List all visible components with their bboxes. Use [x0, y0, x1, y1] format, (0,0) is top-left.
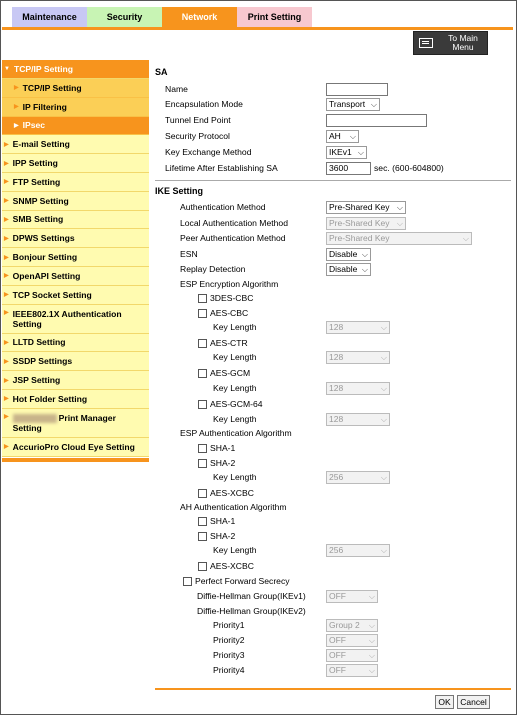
- esp-sha2-row: [155, 457, 511, 471]
- triangle-right-icon: ▶: [14, 122, 19, 129]
- ah-aesxcbc-checkbox[interactable]: [198, 562, 207, 571]
- sidebar-item-smb[interactable]: ▶ SMB Setting: [2, 211, 149, 230]
- to-main-menu-line2: Menu: [452, 42, 474, 52]
- ah-sha2-keylen-select[interactable]: 256 ⌵: [326, 544, 390, 557]
- lifetime-row: [155, 162, 511, 176]
- priority2-row: [155, 634, 511, 648]
- triangle-right-icon: ▶: [4, 292, 9, 299]
- cancel-button[interactable]: Cancel: [457, 695, 490, 709]
- enc-aescbc-row: [155, 307, 511, 321]
- ah-sha2-label: SHA-2: [210, 531, 236, 541]
- tab-underline: [2, 27, 513, 30]
- ah-sha2-keylen-row: [155, 544, 511, 558]
- chevron-down-icon: ⌵: [368, 651, 375, 660]
- key-length-label: Key Length: [213, 545, 257, 555]
- sidebar-item-ipp[interactable]: ▶ IPP Setting: [2, 154, 149, 173]
- chevron-down-icon: ⌵: [380, 546, 387, 555]
- lifetime-input[interactable]: 3600: [326, 162, 371, 175]
- aesctr-keylen-select[interactable]: 128 ⌵: [326, 351, 390, 364]
- triangle-right-icon: ▶: [4, 413, 9, 420]
- triangle-right-icon: ▶: [4, 141, 9, 148]
- chevron-down-icon: ⌵: [380, 473, 387, 482]
- esp-sha2-checkbox[interactable]: [198, 459, 207, 468]
- lifetime-hint: sec. (600-604800): [374, 163, 444, 173]
- chevron-down-icon: ⌵: [349, 132, 356, 141]
- tab-maintenance[interactable]: Maintenance: [12, 7, 87, 27]
- pfs-checkbox[interactable]: [183, 577, 192, 586]
- key-length-label: Key Length: [213, 322, 257, 332]
- triangle-right-icon: ▶: [4, 444, 9, 451]
- peer-auth-select[interactable]: Pre-Shared Key ⌵: [326, 232, 472, 245]
- esp-sha1-label: SHA-1: [210, 443, 236, 453]
- pfs-label: Perfect Forward Secrecy: [195, 576, 290, 586]
- tunnel-label: Tunnel End Point: [165, 115, 231, 125]
- enc-aesctr-row: [155, 337, 511, 351]
- enc-3des-row: [155, 292, 511, 306]
- tunnel-row: [155, 114, 511, 128]
- sidebar-sub-tcpip-setting[interactable]: ▶ TCP/IP Setting: [2, 79, 149, 98]
- priority3-row: [155, 649, 511, 663]
- priority2-label: Priority2: [213, 635, 245, 645]
- content-bottom-bar: [155, 688, 511, 690]
- menu-icon: [419, 38, 433, 48]
- aesgcm64-keylen-row: [155, 413, 511, 427]
- triangle-right-icon: ▶: [4, 377, 9, 384]
- tab-network[interactable]: Network: [162, 7, 237, 27]
- sidebar-item-jsp[interactable]: ▶ JSP Setting: [2, 371, 149, 390]
- sidebar-item-ssdp[interactable]: ▶ SSDP Settings: [2, 352, 149, 371]
- triangle-right-icon: ▶: [4, 358, 9, 365]
- key-length-label: Key Length: [213, 383, 257, 393]
- esp-aesxcbc-label: AES-XCBC: [210, 488, 254, 498]
- sidebar-item-ftp[interactable]: ▶ FTP Setting: [2, 173, 149, 192]
- chevron-down-icon: ⌵: [357, 148, 364, 157]
- enc-aescbc-label: AES-CBC: [210, 308, 249, 318]
- enc-aesgcm-row: [155, 367, 511, 381]
- sa-name-input[interactable]: [326, 83, 388, 96]
- sidebar-bottom-bar: [2, 458, 149, 462]
- sidebar-sub-ipsec[interactable]: ▶ IPsec: [2, 117, 149, 136]
- chevron-down-icon: ⌵: [368, 666, 375, 675]
- triangle-right-icon: ▶: [4, 309, 9, 316]
- esp-sha2-keylen-select[interactable]: 256 ⌵: [326, 471, 390, 484]
- enc-3des-checkbox[interactable]: [198, 294, 207, 303]
- peer-auth-label: Peer Authentication Method: [180, 233, 286, 243]
- esp-sha2-keylen-row: [155, 471, 511, 485]
- kex-select[interactable]: IKEv1 ⌵: [326, 146, 367, 159]
- sa-name-label: Name: [165, 84, 188, 94]
- sidebar-item-hot-folder[interactable]: ▶ Hot Folder Setting: [2, 390, 149, 409]
- ah-sha1-checkbox[interactable]: [198, 517, 207, 526]
- aescbc-keylen-row: [155, 321, 511, 335]
- esp-sha2-label: SHA-2: [210, 458, 236, 468]
- peer-auth-row: [155, 232, 511, 246]
- redacted-product-name: [13, 414, 57, 423]
- auth-method-row: [155, 201, 511, 215]
- triangle-down-icon: ▼: [4, 66, 10, 72]
- replay-label: Replay Detection: [180, 264, 246, 274]
- kex-row: [155, 146, 511, 160]
- pfs-row: [155, 575, 511, 589]
- protocol-row: [155, 130, 511, 144]
- tab-print-setting[interactable]: Print Setting: [237, 7, 312, 27]
- esn-select[interactable]: Disable ⌵: [326, 248, 371, 261]
- enc-aesgcm64-label: AES-GCM-64: [210, 399, 263, 409]
- dh1-row: [155, 590, 511, 604]
- key-length-label: Key Length: [213, 472, 257, 482]
- tunnel-input[interactable]: [326, 114, 427, 127]
- chevron-down-icon: ⌵: [368, 621, 375, 630]
- kex-label: Key Exchange Method: [165, 147, 252, 157]
- priority3-label: Priority3: [213, 650, 245, 660]
- ah-aesxcbc-row: [155, 560, 511, 574]
- enc-aesctr-label: AES-CTR: [210, 338, 248, 348]
- enc-aesgcm64-checkbox[interactable]: [198, 400, 207, 409]
- enc-aescbc-checkbox[interactable]: [198, 309, 207, 318]
- chevron-down-icon: ⌵: [396, 219, 403, 228]
- triangle-right-icon: ▶: [4, 235, 9, 242]
- esp-sha1-row: [155, 442, 511, 456]
- priority1-label: Priority1: [213, 620, 245, 630]
- triangle-right-icon: ▶: [4, 216, 9, 223]
- sidebar-item-tcp-socket[interactable]: ▶ TCP Socket Setting: [2, 286, 149, 305]
- lifetime-label: Lifetime After Establishing SA: [165, 163, 278, 173]
- sidebar: [2, 60, 149, 457]
- triangle-right-icon: ▶: [14, 104, 19, 111]
- local-auth-select[interactable]: Pre-Shared Key ⌵: [326, 217, 406, 230]
- dh1-label: Diffie-Hellman Group(IKEv1): [197, 591, 306, 601]
- sidebar-item-dpws[interactable]: ▶ DPWS Settings: [2, 229, 149, 248]
- top-tabs: [12, 7, 312, 27]
- to-main-menu-button[interactable]: [413, 31, 488, 55]
- sidebar-item-snmp[interactable]: ▶ SNMP Setting: [2, 192, 149, 211]
- sidebar-item-email[interactable]: ▶ E-mail Setting: [2, 135, 149, 154]
- enc-aesctr-checkbox[interactable]: [198, 339, 207, 348]
- aesctr-keylen-row: [155, 351, 511, 365]
- sidebar-item-tcpip[interactable]: ▼ TCP/IP Setting: [2, 60, 149, 79]
- ah-aesxcbc-label: AES-XCBC: [210, 561, 254, 571]
- esn-label: ESN: [180, 249, 198, 259]
- encap-row: [155, 98, 511, 112]
- priority1-select[interactable]: Group 2 ⌵: [326, 619, 378, 632]
- priority4-label: Priority4: [213, 665, 245, 675]
- ah-sha1-label: SHA-1: [210, 516, 236, 526]
- sidebar-item-cloud-eye[interactable]: ▶ AccurioPro Cloud Eye Setting: [2, 438, 149, 457]
- esp-aesxcbc-checkbox[interactable]: [198, 489, 207, 498]
- chevron-down-icon: ⌵: [368, 636, 375, 645]
- to-main-menu-line1: To Main: [448, 32, 478, 43]
- esp-sha1-checkbox[interactable]: [198, 444, 207, 453]
- priority4-select[interactable]: OFF ⌵: [326, 664, 378, 677]
- sidebar-item-bonjour[interactable]: ▶ Bonjour Setting: [2, 248, 149, 267]
- key-length-label: Key Length: [213, 414, 257, 424]
- enc-aesgcm-checkbox[interactable]: [198, 369, 207, 378]
- triangle-right-icon: ▶: [4, 254, 9, 261]
- chevron-down-icon: ⌵: [380, 415, 387, 424]
- sidebar-item-print-manager[interactable]: ▶ Print Manager Setting: [2, 409, 149, 438]
- priority4-row: [155, 664, 511, 678]
- encap-select[interactable]: Transport ⌵: [326, 98, 380, 111]
- triangle-right-icon: ▶: [4, 198, 9, 205]
- enc-aesgcm64-row: [155, 398, 511, 412]
- esn-row: [155, 248, 511, 262]
- auth-method-label: Authentication Method: [180, 202, 266, 212]
- key-length-label: Key Length: [213, 352, 257, 362]
- tab-security[interactable]: Security: [87, 7, 162, 27]
- sa-heading: SA: [155, 67, 168, 77]
- chevron-down-icon: ⌵: [361, 250, 368, 259]
- aescbc-keylen-select[interactable]: 128 ⌵: [326, 321, 390, 334]
- sidebar-item-openapi[interactable]: ▶ OpenAPI Setting: [2, 267, 149, 286]
- chevron-down-icon: ⌵: [380, 323, 387, 332]
- aesgcm-keylen-row: [155, 382, 511, 396]
- triangle-right-icon: ▶: [4, 396, 9, 403]
- triangle-right-icon: ▶: [4, 273, 9, 280]
- sa-name-row: [155, 83, 511, 97]
- encap-label: Encapsulation Mode: [165, 99, 243, 109]
- sidebar-sub-ip-filtering[interactable]: ▶ IP Filtering: [2, 98, 149, 117]
- dh1-select[interactable]: OFF ⌵: [326, 590, 378, 603]
- triangle-right-icon: ▶: [4, 160, 9, 167]
- priority2-select[interactable]: OFF ⌵: [326, 634, 378, 647]
- ok-button[interactable]: OK: [435, 695, 454, 709]
- replay-select[interactable]: Disable ⌵: [326, 263, 371, 276]
- ah-sha2-row: [155, 530, 511, 544]
- enc-aesgcm-label: AES-GCM: [210, 368, 251, 378]
- chevron-down-icon: ⌵: [370, 100, 377, 109]
- local-auth-label: Local Authentication Method: [180, 218, 288, 228]
- local-auth-row: [155, 217, 511, 231]
- protocol-select[interactable]: AH ⌵: [326, 130, 359, 143]
- chevron-down-icon: ⌵: [361, 265, 368, 274]
- chevron-down-icon: ⌵: [396, 203, 403, 212]
- chevron-down-icon: ⌵: [380, 353, 387, 362]
- ah-sha2-checkbox[interactable]: [198, 532, 207, 541]
- divider: [155, 180, 511, 181]
- ike-heading: IKE Setting: [155, 186, 204, 196]
- ah-sha1-row: [155, 515, 511, 529]
- protocol-label: Security Protocol: [165, 131, 230, 141]
- esp-aesxcbc-row: [155, 487, 511, 501]
- chevron-down-icon: ⌵: [368, 592, 375, 601]
- chevron-down-icon: ⌵: [462, 234, 469, 243]
- triangle-right-icon: ▶: [4, 179, 9, 186]
- auth-method-select[interactable]: Pre-Shared Key ⌵: [326, 201, 406, 214]
- chevron-down-icon: ⌵: [380, 384, 387, 393]
- aesgcm64-keylen-select[interactable]: 128 ⌵: [326, 413, 390, 426]
- enc-3des-label: 3DES-CBC: [210, 293, 254, 303]
- triangle-right-icon: ▶: [14, 85, 19, 92]
- replay-row: [155, 263, 511, 277]
- aesgcm-keylen-select[interactable]: 128 ⌵: [326, 382, 390, 395]
- priority1-row: [155, 619, 511, 633]
- sidebar-item-lltd[interactable]: ▶ LLTD Setting: [2, 334, 149, 353]
- triangle-right-icon: ▶: [4, 339, 9, 346]
- priority3-select[interactable]: OFF ⌵: [326, 649, 378, 662]
- sidebar-item-ieee8021x[interactable]: ▶ IEEE802.1X Authentication Setting: [2, 305, 149, 334]
